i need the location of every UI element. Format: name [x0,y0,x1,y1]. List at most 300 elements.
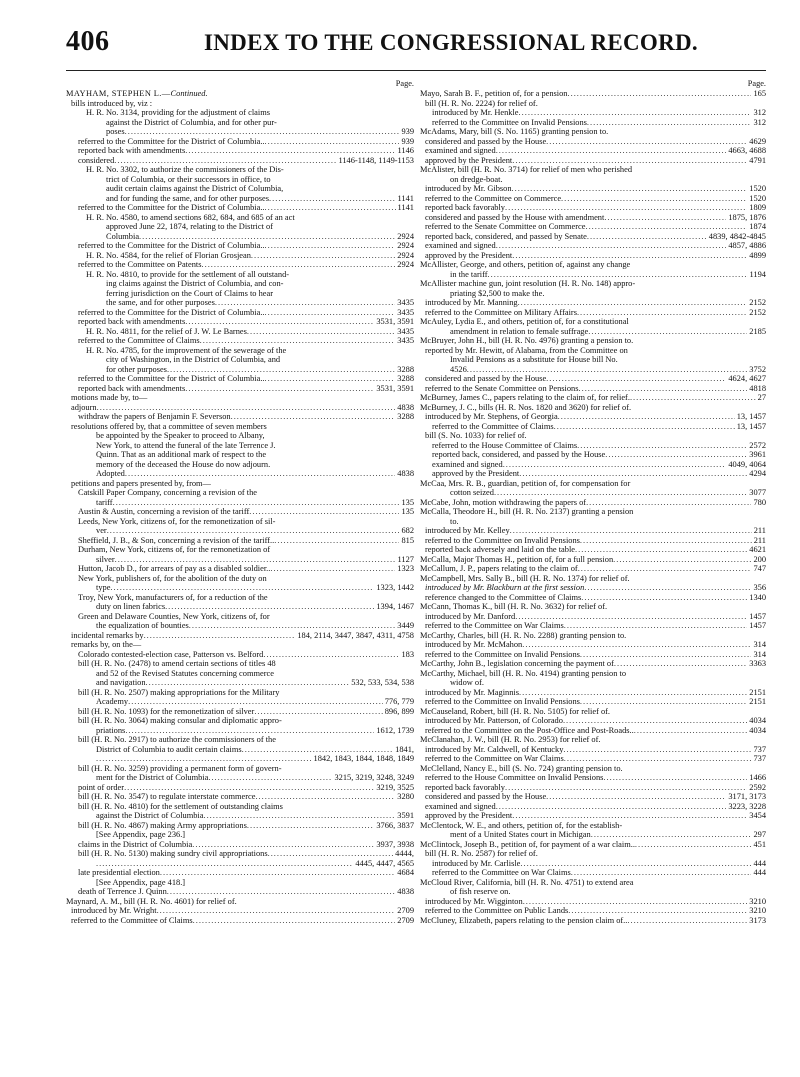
entry-page-ref [412,222,414,232]
entry-page-ref: 4839, 4842-4845 [708,231,766,241]
entry-page-ref: 532, 533, 534, 538 [351,678,414,687]
entry-page-ref [412,393,414,403]
entry-page-ref: 3435 [397,326,414,336]
index-entry [66,764,414,774]
entry-text: Troy, New York, manufacturers of, for a reduction of the [78,592,268,602]
index-entry [420,393,766,403]
dot-leader [167,887,395,897]
entry-page-ref: 737 [753,744,766,754]
entry-page-ref: 3215, 3219, 3248, 3249 [334,773,414,782]
dot-leader [520,859,751,869]
entry-text: McCallum, J. P., papers relating to the claim of [420,564,578,573]
entry-text: of fish reserve on. [450,887,511,896]
index-entry [66,146,414,156]
index-entry [66,365,414,375]
dot-leader [247,821,374,831]
index-entry [66,251,414,261]
entry-page-ref: 1612, 1739 [376,725,414,735]
index-entry [66,621,414,631]
dot-leader [630,574,764,584]
index-entry [420,355,766,365]
entry-text: Academy [96,697,129,706]
entry-text: reported back with amendments [78,383,186,393]
entry-page-ref [764,707,766,717]
entry-text: ing claims against the District of Columbia, and con- [106,279,284,288]
entry-text: remarks by, on the— [71,640,142,649]
dot-leader [289,270,412,280]
entry-page-ref: 3435 [397,307,414,317]
index-entry [66,479,414,489]
dot-leader [125,469,395,479]
index-entry [66,488,414,498]
dot-leader [580,697,747,707]
index-entry [420,916,766,926]
index-entry [66,574,414,584]
entry-text: referred to the Committee on Military Affairs [425,307,577,317]
entry-page-ref: 2709 [397,915,414,925]
index-entry [420,213,766,223]
dot-leader [546,137,747,147]
index-entry [420,678,766,688]
dot-leader [568,89,752,99]
index-entry [420,270,766,280]
dot-leader [601,735,765,745]
entry-page-ref [764,355,766,365]
entry-text: Adopted [96,469,125,478]
entry-text: and 52 of the Revised Statutes concerning commerce [96,668,274,678]
entry-page-ref [412,99,414,109]
dot-leader [265,374,396,384]
entry-text: referred to the Committee on War Claims [432,868,571,877]
dot-leader [185,317,374,327]
right-column [420,78,766,925]
entry-page-ref: 1842, 1843, 1844, 1848, 1849 [313,754,414,763]
index-entry [66,89,414,99]
entry-page-ref [412,270,414,280]
entry-page-ref: 3961 [749,450,766,459]
index-entry [66,108,414,118]
entry-text: to. [450,516,459,526]
entry-text: referred to the Senate Committee on Pensions [425,383,579,393]
dot-leader [577,308,747,318]
entry-page-ref [764,289,766,299]
dot-leader [282,716,412,726]
entry-text: referred to the Senate Committee on Commerce [425,222,586,231]
dot-leader [276,659,412,669]
dot-leader [587,118,752,128]
dot-leader [623,764,764,774]
dot-leader [152,99,412,109]
dot-leader [255,792,395,802]
index-entry [66,783,414,793]
entry-page-ref: 2151 [749,697,766,706]
entry-text: introduced by Mr. Patterson, of Colorado [425,716,563,725]
dot-leader [546,374,726,384]
entry-page-ref: 3363 [749,659,766,668]
entry-page-ref: 1146 [397,146,414,155]
dot-leader [523,897,748,907]
dot-leader [630,393,756,403]
dot-leader [286,346,412,356]
index-entry [66,507,414,517]
index-entry [420,89,766,99]
entry-text: examined and signed [432,459,503,469]
entry-page-ref: 1520 [749,184,766,193]
dot-leader [578,564,752,574]
dot-leader [496,802,727,812]
entry-text: motions made by, to— [71,393,148,402]
entry-text: reported back with amendments [78,146,186,155]
dot-leader [613,555,751,565]
entry-page-ref [764,431,766,441]
entry-text: reference changed to the Committee of Claims [425,592,582,602]
entry-page-ref: 4049, 4064 [728,459,766,469]
entry-page-ref: 4445, 4447, 4565 [355,858,414,868]
dot-leader [268,849,394,859]
entry-page-ref: 4294 [749,469,766,478]
entry-text: referred to the Committee on Patents [78,260,202,269]
entry-text: McCarthy, Michael, bill (H. R. No. 4194) granting pension to [420,668,627,678]
entry-text: ment of a United States court in Michigan [450,830,591,839]
entry-page-ref [412,517,414,527]
index-entry [420,146,766,156]
entry-page-ref [412,669,414,679]
entry-page-ref: 747 [753,564,766,573]
entry-text: Leeds, New York, citizens of, for the remonetization of sil- [78,516,276,526]
dot-leader [512,184,748,194]
entry-page-ref: 3171, 3173 [728,792,766,801]
entry-page-ref: 3752 [749,364,766,374]
dot-leader [146,678,350,688]
entry-text: McBurney, J. C., bills (H. R. Nos. 1820 and 3620) for relief of. [420,402,632,412]
entry-page-ref: 737 [753,754,766,763]
entry-page-ref: 3219, 3525 [376,782,414,792]
index-entry [420,754,766,764]
entry-text: considered [78,155,115,165]
entry-page-ref [412,165,414,175]
index-entry [420,450,766,460]
entry-page-ref [412,830,414,840]
entry-page-ref [764,479,766,489]
entry-page-ref [764,735,766,745]
index-entry [66,802,414,812]
dot-leader [265,308,396,318]
entry-page-ref [764,669,766,679]
entry-text: adjourn [71,402,97,412]
index-entry [420,802,766,812]
index-entry [66,441,414,451]
entry-text: Austin & Austin, concerning a revision of the tariff [78,507,250,516]
dot-leader [237,897,412,907]
index-entry [420,688,766,698]
entry-page-ref [412,279,414,289]
index-entry [420,308,766,318]
dot-leader [585,222,747,232]
entry-page-ref [764,127,766,137]
dot-leader [165,602,374,612]
entry-page-ref [764,517,766,527]
entry-text: introduced by Mr. Henkle [432,108,519,117]
dot-leader [584,583,751,593]
index-entry [66,450,414,460]
dot-leader [563,716,747,726]
entry-text: introduced by Mr. Carlisle [432,858,521,868]
dot-leader [554,422,735,432]
entry-text: Catskill Paper Company, concerning a revision of the [78,488,258,497]
dot-leader [519,688,747,698]
index-entry [420,545,766,555]
entry-page-ref: 2572 [749,440,766,450]
entry-text: claims in the District of Columbia [78,839,193,849]
entry-page-ref [412,659,414,669]
dot-leader [185,878,412,888]
index-entry [66,279,414,289]
entry-page-ref: 682 [401,526,414,535]
entry-page-ref [412,897,414,907]
index-entry [66,840,414,850]
entry-text: bill (H. R. No. 3259) providing a permanent form of govern- [78,763,282,773]
entry-page-ref [764,99,766,109]
dot-leader [587,232,707,242]
entry-text: referred to the Committee for the District of Columbia.. [78,307,265,317]
entry-page-ref [764,574,766,584]
entry-text: referred to the Committee on War Claims [425,754,564,763]
dot-leader [271,175,412,185]
dot-leader [586,498,751,508]
entry-page-ref: 2924 [397,260,414,269]
entry-text: approved by the President [425,811,513,820]
index-entry [420,412,766,422]
index-entry [66,612,414,622]
index-entry [66,906,414,916]
dot-leader [276,735,412,745]
entry-page-ref [764,346,766,356]
entry-text: audit certain claims against the District of Columbia, [106,184,284,193]
entry-page-ref: 4663, 4688 [728,146,766,155]
entry-text: McCalla, Major Thomas H., petition of, for a full pension [420,554,614,564]
dot-leader [269,194,396,204]
entry-text: Durham, New York, citizens of, for the remonetization of [78,545,271,554]
dot-leader [139,232,395,242]
dot-leader [538,99,764,109]
dot-leader [96,859,353,869]
index-entry [66,659,414,669]
entry-text: the equalization of bounties [96,621,189,630]
left-column [66,78,414,925]
dot-leader [215,298,395,308]
entry-page-ref: 444 [753,868,766,877]
page-number: 406 [66,26,110,57]
entry-text: referred to the Committee on Public Lands [425,906,569,915]
index-entry [66,545,414,555]
index-entry [420,118,766,128]
entry-page-ref [412,460,414,470]
entry-text: ment for the District of Columbia [96,773,209,782]
entry-text: referred to the House Committee on Invalid Pensions [425,773,604,782]
index-entry [420,631,766,641]
dot-leader [270,612,412,622]
entry-page-ref: 1520 [749,193,766,203]
dot-leader [610,707,764,717]
dot-leader [633,336,764,346]
dot-leader [467,365,748,375]
index-entry [66,260,414,270]
index-entry [420,602,766,612]
entry-text: considered and passed by the House with amendment [425,212,605,222]
dot-leader [231,412,396,422]
entry-text: bill (H. R. No. 2917) to authorize the commissioners of the [78,735,276,744]
entry-page-ref [412,213,414,223]
dot-leader [519,108,752,118]
entry-text: McAdams, Mary, bill (S. No. 1165) granting pension to. [420,127,609,136]
entry-text: Green and Delaware Counties, New York, citizens of, for [78,611,270,621]
entry-page-ref [412,422,414,432]
index-entry [66,336,414,346]
dot-leader [512,251,747,261]
index-entry [66,241,414,251]
index-entry [420,783,766,793]
entry-text: bill (H. R. No. 3064) making consular and diplomatic appro- [78,716,282,725]
entry-text: considered and passed by the House [425,792,547,801]
dot-leader [254,707,382,717]
index-entry [420,517,766,527]
entry-page-ref: 1141 [397,203,414,212]
index-entry [66,536,414,546]
index-entry [66,526,414,536]
dot-leader [160,868,395,878]
dot-leader [283,802,412,812]
entry-text: and for funding the same, and for other purposes [106,193,270,203]
entry-page-ref: 1340 [749,592,766,602]
dot-leader [635,279,764,289]
dot-leader [124,783,374,793]
index-entry [66,640,414,650]
dot-leader [505,783,747,793]
dot-leader [632,165,764,175]
index-entry [66,821,414,831]
entry-page-ref: 4838 [397,402,414,412]
index-entry [420,887,766,897]
entry-page-ref: 3531, 3591 [376,383,414,393]
dot-leader [284,165,412,175]
entry-page-ref: 1457 [749,621,766,630]
dot-leader [270,545,412,555]
dot-leader [635,840,752,850]
entry-text: McAllister machine gun, joint resolution (H. R. No. 148) appro- [420,279,636,288]
entry-page-ref: 1874 [749,222,766,231]
dot-leader [618,355,764,365]
entry-page-ref [764,887,766,897]
entry-text: introduced by Mr. Manning [425,298,518,307]
index-entry [420,194,766,204]
index-entry [66,498,414,508]
entry-page-ref: 1127 [397,554,414,564]
entry-page-ref: 4621 [749,545,766,554]
index-entry [66,849,414,859]
index-entry [66,137,414,147]
entry-text: introduced by Mr. Wright [71,906,157,915]
dot-leader [268,593,412,603]
entry-text: McClintock, Joseph B., petition of, for payment of a war claim.. [420,839,635,849]
index-entry [66,355,414,365]
entry-page-ref: 1466 [749,773,766,782]
entry-text: referred to the Committee of Claims [71,915,193,925]
entry-text: Colorado contested-election case, Patterson vs. Belford [78,649,264,659]
entry-page-ref: 1323 [397,564,414,573]
entry-page-ref: 4684 [397,868,414,877]
index-entry [420,99,766,109]
dot-leader [626,669,764,679]
entry-page-ref: 939 [401,136,414,146]
dot-leader [484,678,764,688]
dot-leader [125,726,374,736]
dot-leader [577,441,747,451]
index-entry [420,640,766,650]
entry-text: McClentock, W. E., and others, petition of, for the establish- [420,820,623,830]
entry-page-ref [764,165,766,175]
entry-text: introduced by Mr. Caldwell, of Kentucky [425,744,564,754]
index-entry [66,726,414,736]
dot-leader [270,460,412,470]
dot-leader [496,146,727,156]
entry-text: referred to the Committee on Commerce [425,193,562,203]
dot-leader [494,488,747,498]
index-entry [66,631,414,641]
entry-page-ref: 3766, 3837 [376,820,414,830]
index-entry [420,346,766,356]
entry-text: McCloud River, California, bill (H. R. No. 4751) to extend area [420,877,634,887]
entry-page-ref [412,431,414,441]
index-entry [66,868,414,878]
entry-text: referred to the Committee of Claims [432,421,554,431]
dot-leader [580,650,752,660]
entry-text: referred to the Committee on Invalid Pensions [425,535,580,545]
index-entry [420,479,766,489]
entry-page-ref: 314 [753,649,766,659]
dot-leader [518,298,748,308]
entry-page-ref: 896, 899 [384,706,414,716]
index-entry [66,707,414,717]
entry-text: bills introduced by, viz : [71,98,153,108]
index-entry [420,108,766,118]
dot-leader [147,393,412,403]
entry-page-ref: 3280 [397,792,414,801]
dot-leader [633,878,764,888]
dot-leader [189,621,395,631]
index-entry [66,716,414,726]
entry-page-ref: 165 [753,89,766,98]
entry-page-ref: 4838 [397,887,414,896]
dot-leader [242,745,394,755]
entry-text: McCauseland, Robert, bill (H. R. No. 5105) for relief of. [420,706,611,716]
index-entry [66,859,414,869]
dot-leader [280,355,412,365]
index-entry [66,270,414,280]
entry-page-ref [412,441,414,451]
dot-leader [257,488,412,498]
entry-page-ref [764,602,766,612]
entry-page-ref [412,545,414,555]
dot-leader [603,773,747,783]
entry-page-ref: 314 [753,640,766,649]
dot-leader [265,241,396,251]
entry-page-ref: 3223, 3228 [728,801,766,811]
dot-leader [579,384,748,394]
index-entry [66,811,414,821]
entry-text: New York, to attend the funeral of the late Terrence J. [96,440,276,450]
entry-page-ref [412,488,414,498]
index-entry [420,289,766,299]
